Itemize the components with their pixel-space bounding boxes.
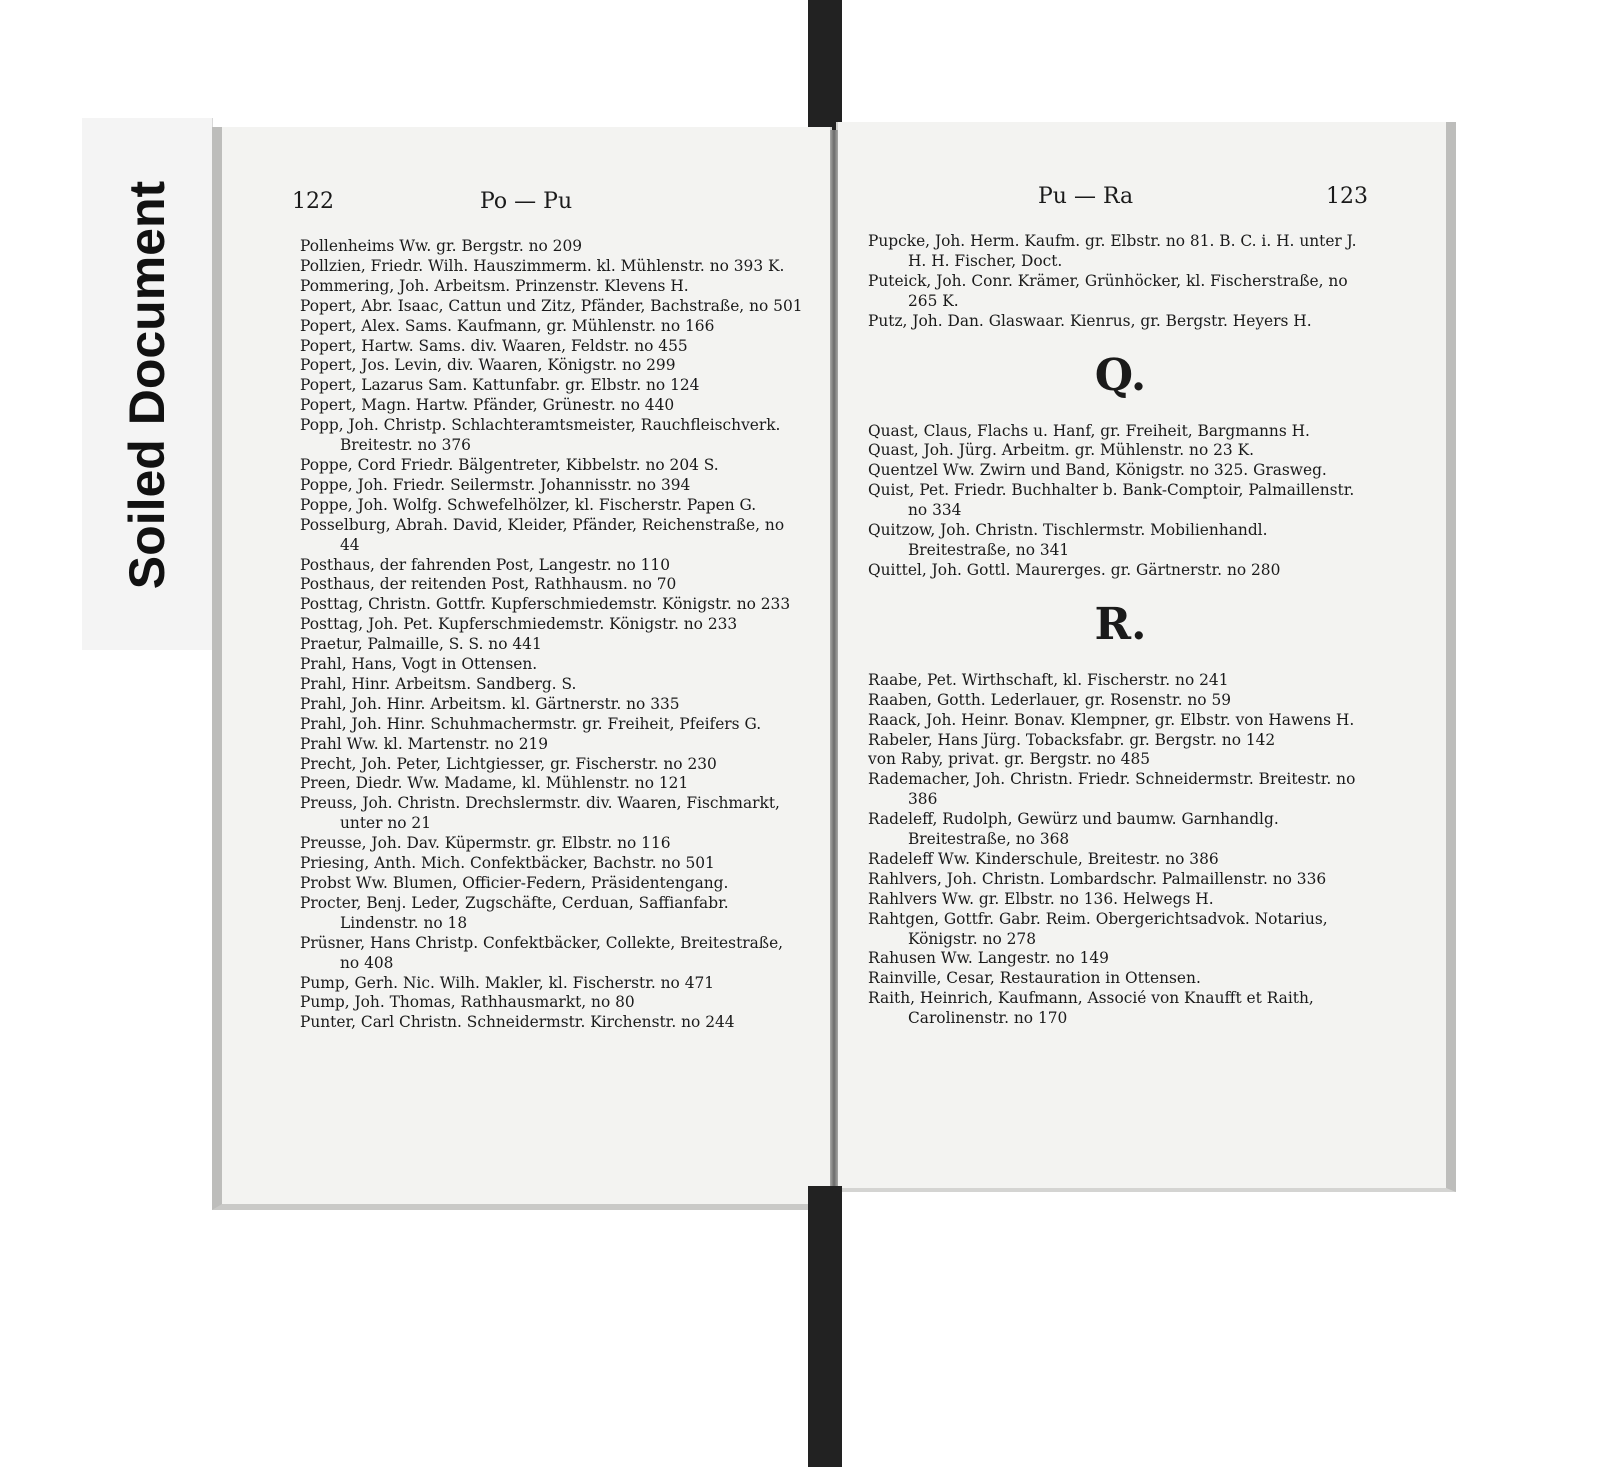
directory-entry: Posthaus, der fahrenden Post, Langestr. no 110 — [300, 555, 671, 574]
directory-entry: Prahl, Joh. Hinr. Arbeitsm. kl. Gärtnerstr. no 335 — [300, 694, 680, 713]
right-page-number: 123 — [1326, 184, 1368, 209]
directory-entry: Raaben, Gotth. Lederlauer, gr. Rosenstr. no 59 — [868, 690, 1232, 709]
directory-entry: Putz, Joh. Dan. Glaswaar. Kienrus, gr. Bergstr. Heyers H. — [868, 311, 1312, 330]
directory-entry: Preen, Diedr. Ww. Madame, kl. Mühlenstr. no 121 — [300, 774, 689, 793]
directory-entry: Quast, Joh. Jürg. Arbeitm. gr. Mühlenstr. no 23 K. — [868, 441, 1254, 460]
directory-entry: Pupcke, Joh. Herm. Kaufm. gr. Elbstr. no 81. B. C. i. H. unter J. H. H. Fischer, Doct. — [868, 232, 1357, 270]
directory-entry: Popert, Hartw. Sams. div. Waaren, Feldstr. no 455 — [300, 336, 688, 355]
directory-entry: Popp, Joh. Christp. Schlachteramtsmeister, Rauchfleischverk. Breitestr. no 376 — [300, 416, 781, 455]
directory-entry: Raabe, Pet. Wirthschaft, kl. Fischerstr. no 241 — [868, 670, 1229, 689]
directory-entry: Rahusen Ww. Langestr. no 149 — [868, 949, 1109, 968]
right-running-head: Pu — Ra — [1038, 184, 1134, 209]
directory-entry: Popert, Alex. Sams. Kaufmann, gr. Mühlenstr. no 166 — [300, 316, 715, 335]
directory-entry: Posselburg, Abrah. David, Kleider, Pfänder, Reichenstraße, no 44 — [300, 515, 785, 554]
directory-entry: Pump, Joh. Thomas, Rathhausmarkt, no 80 — [300, 993, 635, 1012]
directory-entry: Popert, Abr. Isaac, Cattun und Zitz, Pfänder, Bachstraße, no 501 — [300, 296, 803, 315]
directory-entry: Pollenheims Ww. gr. Bergstr. no 209 — [300, 237, 583, 255]
directory-entry: Radeleff, Rudolph, Gewürz und baumw. Garnhandlg. Breitestraße, no 368 — [868, 810, 1279, 849]
directory-entry: Priesing, Anth. Mich. Confektbäcker, Bachstr. no 501 — [300, 854, 715, 873]
directory-entry: Poppe, Joh. Wolfg. Schwefelhölzer, kl. Fischerstr. Papen G. — [300, 495, 757, 514]
directory-entry: Prahl, Joh. Hinr. Schuhmachermstr. gr. Freiheit, Pfeifers G. — [300, 714, 762, 733]
left-entry-list — [300, 237, 805, 1033]
directory-entry: Rahtgen, Gottfr. Gabr. Reim. Obergerichtsadvok. Notarius, Königstr. no 278 — [868, 909, 1328, 948]
directory-entry: Pollzien, Friedr. Wilh. Hauszimmerm. kl. Mühlenstr. no 393 K. — [300, 256, 785, 275]
directory-entry: Prahl, Hinr. Arbeitsm. Sandberg. S. — [300, 674, 577, 693]
directory-entry: Rainville, Cesar, Restauration in Ottensen. — [868, 969, 1201, 988]
directory-entry: Quitzow, Joh. Christn. Tischlermstr. Mobilienhandl. Breitestraße, no 341 — [868, 521, 1268, 559]
directory-entry: Preusse, Joh. Dav. Küpermstr. gr. Elbstr. no 116 — [300, 834, 671, 853]
directory-entry: Popert, Lazarus Sam. Kattunfabr. gr. Elbstr. no 124 — [300, 376, 700, 395]
directory-entry: von Raby, privat. gr. Bergstr. no 485 — [868, 750, 1151, 769]
section-letter-r: R. — [1094, 598, 1147, 650]
directory-entry: Preuss, Joh. Christn. Drechslermstr. div. Waaren, Fischmarkt, unter no 21 — [300, 794, 780, 833]
directory-entry: Rahlvers Ww. gr. Elbstr. no 136. Helwegs H. — [868, 889, 1214, 908]
left-page-number: 122 — [292, 189, 334, 214]
directory-entry: Probst Ww. Blumen, Officier-Federn, Präsidentengang. — [300, 874, 729, 892]
directory-entry: Puteick, Joh. Conr. Krämer, Grünhöcker, kl. Fischerstraße, no 265 K. — [868, 271, 1348, 310]
directory-entry: Rahlvers, Joh. Christn. Lombardschr. Palmaillenstr. no 336 — [868, 869, 1327, 888]
directory-entry: Rabeler, Hans Jürg. Tobacksfabr. gr. Bergstr. no 142 — [868, 730, 1276, 749]
book-gutter — [830, 130, 838, 1200]
right-entry-list — [868, 232, 1373, 1029]
directory-entry: Prahl, Hans, Vogt in Ottensen. — [300, 655, 538, 674]
left-running-head: Po — Pu — [480, 189, 573, 214]
directory-entry: Prahl Ww. kl. Martenstr. no 219 — [300, 734, 549, 753]
directory-entry: Precht, Joh. Peter, Lichtgiesser, gr. Fischerstr. no 230 — [300, 754, 717, 773]
directory-entry: Raack, Joh. Heinr. Bonav. Klempner, gr. Elbstr. von Hawens H. — [868, 710, 1355, 729]
directory-entry: Procter, Benj. Leder, Zugschäfte, Cerduan, Saffianfabr. Lindenstr. no 18 — [300, 893, 729, 932]
directory-entry: Radeleff Ww. Kinderschule, Breitestr. no 386 — [868, 849, 1219, 868]
left-page — [212, 127, 832, 1210]
directory-entry: Posthaus, der reitenden Post, Rathhausm. no 70 — [300, 575, 677, 594]
directory-entry: Prüsner, Hans Christp. Confektbäcker, Collekte, Breitestraße, no 408 — [300, 933, 784, 972]
directory-entry: Posttag, Joh. Pet. Kupferschmiedemstr. Königstr. no 233 — [300, 615, 738, 634]
directory-entry: Quittel, Joh. Gottl. Maurerges. gr. Gärtnerstr. no 280 — [868, 560, 1281, 579]
section-letter-q: Q. — [1094, 349, 1147, 401]
directory-entry: Quist, Pet. Friedr. Buchhalter b. Bank-Comptoir, Palmaillenstr. no 334 — [868, 481, 1355, 520]
directory-entry: Pommering, Joh. Arbeitsm. Prinzenstr. Klevens H. — [300, 276, 689, 295]
directory-entry: Posttag, Christn. Gottfr. Kupferschmiedemstr. Königstr. no 233 — [300, 595, 791, 614]
directory-entry: Popert, Jos. Levin, div. Waaren, Königstr. no 299 — [300, 356, 676, 375]
directory-entry: Popert, Magn. Hartw. Pfänder, Grünestr. no 440 — [300, 396, 675, 415]
directory-entry: Quast, Claus, Flachs u. Hanf, gr. Freiheit, Bargmanns H. — [868, 421, 1310, 440]
directory-entry: Quentzel Ww. Zwirn und Band, Königstr. no 325. Grasweg. — [868, 461, 1327, 480]
stamp-label: Soiled Document — [119, 180, 175, 590]
directory-entry: Rademacher, Joh. Christn. Friedr. Schneidermstr. Breitestr. no 386 — [868, 770, 1356, 809]
directory-entry: Punter, Carl Christn. Schneidermstr. Kirchenstr. no 244 — [300, 1013, 735, 1032]
bookmark-ribbon-top — [808, 0, 842, 135]
directory-entry: Pump, Gerh. Nic. Wilh. Makler, kl. Fischerstr. no 471 — [300, 973, 715, 992]
directory-entry: Raith, Heinrich, Kaufmann, Associé von Knaufft et Raith, Carolinenstr. no 170 — [868, 989, 1314, 1028]
right-page — [836, 122, 1456, 1192]
directory-entry: Poppe, Cord Friedr. Bälgentreter, Kibbelstr. no 204 S. — [300, 455, 719, 474]
bookmark-ribbon-bottom — [808, 1186, 842, 1467]
directory-entry: Praetur, Palmaille, S. S. no 441 — [300, 635, 542, 654]
directory-entry: Poppe, Joh. Friedr. Seilermstr. Johannisstr. no 394 — [300, 475, 691, 494]
